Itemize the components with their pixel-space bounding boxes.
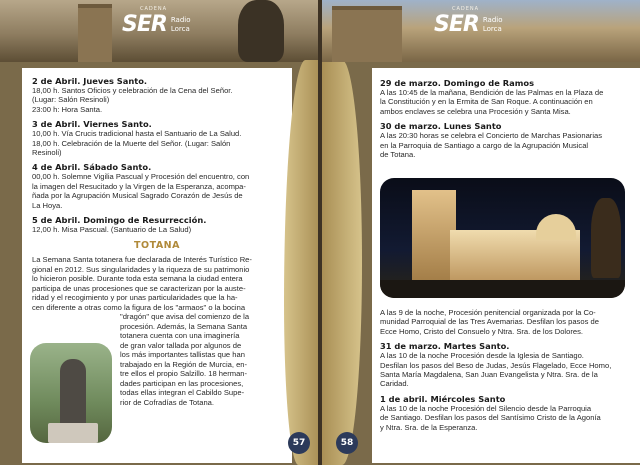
entry-line: la Constitución y en la Ermita de San Roque. A continuación en bbox=[380, 97, 593, 107]
logo-radio-line2: Lorca bbox=[170, 25, 190, 33]
schedule-entry bbox=[380, 78, 625, 116]
entry-line: de Totana. bbox=[380, 150, 416, 160]
paragraph-line: trabajado en la Región de Murcia, en- bbox=[120, 359, 248, 369]
right-schedule bbox=[380, 78, 625, 164]
church-night-photo bbox=[380, 178, 625, 298]
entry-line: 18,00 h. Santos Oficios y celebración de la Cena del Señor. bbox=[32, 86, 233, 95]
entry-title: 29 de marzo. Domingo de Ramos bbox=[380, 78, 535, 88]
entry-title: 30 de marzo. Lunes Santo bbox=[380, 121, 502, 132]
entry-title: 3 de Abril. Viernes Santo. bbox=[32, 119, 152, 130]
entry-line: A las 10 de la noche Procesión desde la Iglesia de Santiago. bbox=[380, 351, 584, 361]
entry-line: 12,00 h. Misa Pascual. (Santuario de La Salud) bbox=[32, 225, 192, 235]
entry-line: Desfilan los pasos del Beso de Judas, Jesús Flagelado, Ecce Homo, bbox=[380, 360, 612, 370]
entry-line: Resinoli) bbox=[32, 148, 62, 158]
entry-line: ambos enclaves se celebra una Procesión y Santa Misa. bbox=[380, 106, 571, 116]
statue-figure bbox=[60, 359, 86, 429]
paragraph-narrow bbox=[120, 312, 284, 407]
logo-ser: SER bbox=[434, 12, 479, 37]
page-gutter bbox=[318, 0, 322, 465]
entry-line: 00,00 h. Solemne Vigilia Pascual y Procesión del encuentro, con bbox=[32, 172, 250, 182]
paragraph-line: procesión. Además, la Semana Santa bbox=[120, 321, 248, 331]
entry-title: 5 de Abril. Domingo de Resurrección. bbox=[32, 215, 207, 226]
logo-radio-line2: Lorca bbox=[482, 25, 502, 33]
page-number-left: 57 bbox=[288, 432, 310, 454]
schedule-entry bbox=[380, 394, 625, 432]
paragraph-line: La Semana Santa totanera fue declarada de Interés Turístico Re- bbox=[32, 255, 252, 265]
paragraph-line: totanera cuenta con una imaginería bbox=[120, 331, 240, 341]
tower-image bbox=[78, 4, 112, 62]
schedule-entry bbox=[32, 119, 284, 157]
entry-line: 10,00 h. Vía Crucis tradicional hasta el Santuario de La Salud. bbox=[32, 129, 242, 139]
section-heading-totana: TOTANA bbox=[134, 240, 180, 252]
entry-line: la imagen del Resucitado y la Virgen de la Esperanza, acompa- bbox=[32, 181, 246, 191]
entry-line: Santa María Magdalena, San Juan Evangelista y Ntra. Sra. de la bbox=[380, 370, 598, 380]
statue-photo bbox=[30, 343, 112, 443]
paragraph-line: los más importantes tallistas que han bbox=[120, 350, 245, 360]
schedule-entry bbox=[380, 121, 625, 159]
right-schedule-lower bbox=[380, 308, 625, 437]
logo-radio bbox=[171, 16, 191, 34]
statue-pedestal bbox=[48, 423, 98, 443]
schedule-entry bbox=[32, 215, 284, 234]
entry-line: A las 10 de la noche Procesión del Silencio desde la Parroquia bbox=[380, 403, 592, 413]
logo-radio bbox=[483, 16, 503, 34]
entry-line: ñada por la Agrupación Musical Sagrado Corazón de Jesús de bbox=[32, 191, 243, 201]
schedule-entry bbox=[32, 76, 284, 114]
statue-image bbox=[238, 0, 284, 62]
entry-line: Caridad. bbox=[380, 379, 409, 389]
entry-title: 31 de marzo. Martes Santo. bbox=[380, 341, 510, 352]
paragraph-line: rior de Cofradías de Totana. bbox=[120, 397, 214, 407]
paragraph-line: lo hicieron posible. Durante toda esta semana la ciudad entera bbox=[32, 274, 243, 284]
logo-cadena: CADENA bbox=[140, 6, 168, 12]
entry-line: 23:00 h: Hora Santa. bbox=[32, 104, 103, 114]
paragraph-line: de gran valor tallada por algunos de bbox=[120, 340, 242, 350]
paragraph-line: cen diferente a otras como la figura de los "armaos" o la bocina bbox=[32, 302, 246, 312]
entry-title: 1 de abril. Miércoles Santo bbox=[380, 393, 506, 404]
cadena-ser-logo bbox=[434, 6, 503, 37]
paragraph-line: tre ellos el propio Salzillo. 18 herman- bbox=[120, 369, 248, 379]
entry-title: 4 de Abril. Sábado Santo. bbox=[32, 162, 152, 173]
entry-line: 18,00 h. Celebración de la Muerte del Señor. (Lugar: Salón bbox=[32, 138, 231, 148]
entry-line: Ecce Homo, Cristo del Consuelo y Ntra. Sra. de los Dolores. bbox=[380, 326, 584, 336]
schedule-entry bbox=[380, 308, 625, 336]
tower-image bbox=[332, 6, 402, 62]
schedule-entry bbox=[380, 341, 625, 389]
paragraph-line: "dragón" que avisa del comienzo de la bbox=[120, 312, 250, 322]
entry-line: munidad Parroquial de las Tres Avemarias. Desfilan los pasos de bbox=[380, 317, 599, 327]
paragraph-line: todas ellas integran el Cabildo Supe- bbox=[120, 388, 245, 398]
logo-cadena: CADENA bbox=[452, 6, 480, 12]
paragraph-line: participa de unas procesiones que se caracterizan por la auste- bbox=[32, 283, 246, 293]
entry-title: 2 de Abril. Jueves Santo. bbox=[32, 76, 148, 86]
entry-line: de Santiago. Desfilan los pasos del Santísimo Cristo de la Agonía bbox=[380, 413, 601, 423]
entry-line: y Ntra. Sra. de la Esperanza. bbox=[380, 422, 478, 432]
paragraph-line: ridad y el recogimiento y por unas particularidades que la ha- bbox=[32, 293, 238, 303]
logo-ser: SER bbox=[122, 12, 167, 37]
cadena-ser-logo bbox=[122, 6, 191, 37]
crowd-silhouette bbox=[380, 280, 625, 298]
logo-radio-line1: Radio bbox=[170, 16, 191, 24]
logo-radio-line1: Radio bbox=[482, 16, 503, 24]
entry-line: A las 10:45 de la mañana, Bendición de las Palmas en la Plaza de bbox=[380, 88, 604, 97]
paragraph-line: gional en 2012. Sus singularidades y la riqueza de su patrimonio bbox=[32, 264, 250, 274]
page-number-right: 58 bbox=[336, 432, 358, 454]
church-dome bbox=[536, 214, 576, 240]
paragraph-line: dades participan en las procesiones, bbox=[120, 378, 244, 388]
schedule-entry bbox=[32, 162, 284, 210]
entry-line: La Hoya. bbox=[32, 200, 63, 210]
entry-line: en la Parroquia de Santiago a cargo de la Agrupación Musical bbox=[380, 140, 589, 150]
tree-silhouette bbox=[591, 198, 621, 278]
entry-line: A las 9 de la noche, Procesión penitencial organizada por la Co- bbox=[380, 308, 596, 317]
entry-line: (Lugar: Salón Resinoli) bbox=[32, 95, 110, 105]
entry-line: A las 20:30 horas se celebra el Concierto de Marchas Pasionarias bbox=[380, 131, 603, 141]
